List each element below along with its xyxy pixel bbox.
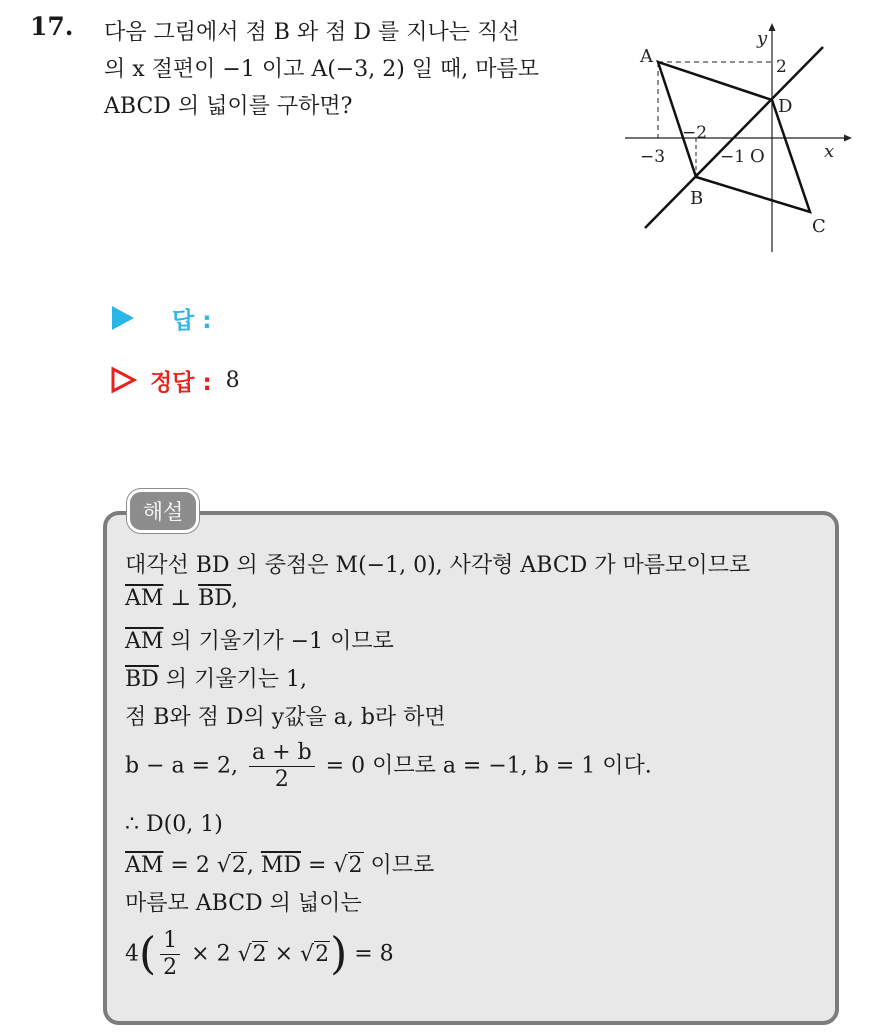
solution-line-4 xyxy=(125,662,307,693)
tick-label-y-neg2: −2 xyxy=(682,123,708,143)
solution-line-2 xyxy=(125,586,238,611)
problem-line-1: 다음 그림에서 점 B 와 점 D 를 지나는 직선 xyxy=(104,20,520,45)
segment-am: $\overline{AM}$ xyxy=(125,586,164,611)
radicand: 2 xyxy=(315,941,330,967)
problem-line-2: 의 x 절편이 −1 이고 A(−3, 2) 일 때, 마름모 xyxy=(104,57,540,82)
tick-label-x-neg3: −3 xyxy=(640,147,666,167)
label-point-d: D xyxy=(778,96,793,117)
tick-label-y-2: 2 xyxy=(776,57,787,77)
solution-line-1: 대각선 BD 의 중점은 M(−1, 0), 사각형 ABCD 가 마름모이므로 xyxy=(125,553,751,578)
solution-text: = 8 xyxy=(347,941,394,967)
solution-line-5: 점 B와 점 D의 y값을 a, b라 하면 xyxy=(125,705,446,730)
solution-text: = xyxy=(301,853,334,878)
solution-line-9: 마름모 ABCD 의 넓이는 xyxy=(125,891,362,916)
segment-bd: $\overline{BD}$ xyxy=(125,667,159,692)
sqrt: √2 xyxy=(237,941,267,967)
outline-arrow-icon xyxy=(110,366,138,394)
fraction xyxy=(249,740,315,793)
problem-statement xyxy=(104,14,604,125)
left-paren: ( xyxy=(139,928,157,980)
sqrt: √2 xyxy=(333,853,363,878)
fraction-denominator: 2 xyxy=(274,767,289,792)
solution-line-3 xyxy=(125,624,394,655)
solution-text: = 0 이므로 a = −1, b = 1 이다. xyxy=(318,753,652,779)
solution-line-6 xyxy=(125,740,652,793)
answer-label: 답 : xyxy=(172,307,212,334)
solution-text: × 2 xyxy=(184,941,238,967)
solution-line-10 xyxy=(125,928,394,981)
segment-am: $\overline{AM}$ xyxy=(125,629,164,654)
label-origin: O xyxy=(750,146,765,167)
solution-text: 의 기울기는 1, xyxy=(158,667,308,692)
segment-bd: $\overline{BD}$ xyxy=(198,586,232,611)
label-y-axis: y xyxy=(757,28,768,49)
fraction xyxy=(160,928,180,981)
solution-text: = 2 xyxy=(163,853,217,878)
perp-symbol: ⊥ xyxy=(163,586,199,611)
play-arrow-icon xyxy=(110,304,136,332)
correct-answer-label: 정답 : xyxy=(150,369,212,396)
correct-answer-value: 8 xyxy=(225,367,240,393)
solution-text: , xyxy=(246,853,261,878)
solution-text: 이므로 xyxy=(363,853,435,878)
sqrt: √2 xyxy=(300,941,330,967)
solution-text: 의 기울기가 −1 이므로 xyxy=(163,629,394,654)
problem-number: 17. xyxy=(30,12,74,41)
solution-text: × xyxy=(267,941,301,967)
solution-text: b − a = 2, xyxy=(125,753,246,779)
radicand: 2 xyxy=(348,853,363,878)
label-point-b: B xyxy=(690,188,704,209)
solution-text: 4 xyxy=(125,941,139,967)
right-paren: ) xyxy=(330,928,348,980)
fraction-numerator: a + b xyxy=(249,740,315,767)
comma: , xyxy=(231,586,239,611)
y-axis-arrow xyxy=(769,23,776,31)
rhombus-figure xyxy=(620,20,860,260)
solution-line-8 xyxy=(125,848,434,879)
fraction-denominator: 2 xyxy=(163,955,178,980)
solution-tag: 해설 xyxy=(127,489,199,533)
problem-line-3: ABCD 의 넓이를 구하면? xyxy=(104,94,353,119)
segment-md: $\overline{MD}$ xyxy=(260,853,302,878)
tick-label-x-neg1: −1 xyxy=(720,147,746,167)
radicand: 2 xyxy=(252,941,267,967)
segment-am: $\overline{AM}$ xyxy=(125,853,164,878)
x-axis-arrow xyxy=(844,135,852,142)
label-point-a: A xyxy=(640,46,653,67)
correct-answer-row xyxy=(110,364,240,396)
fraction-numerator: 1 xyxy=(160,928,180,955)
solution-line-7: ∴ D(0, 1) xyxy=(125,812,223,837)
label-x-axis: x xyxy=(824,141,835,162)
answer-row xyxy=(110,302,211,334)
radicand: 2 xyxy=(231,853,246,878)
sqrt: √2 xyxy=(216,853,246,878)
label-point-c: C xyxy=(812,216,826,237)
